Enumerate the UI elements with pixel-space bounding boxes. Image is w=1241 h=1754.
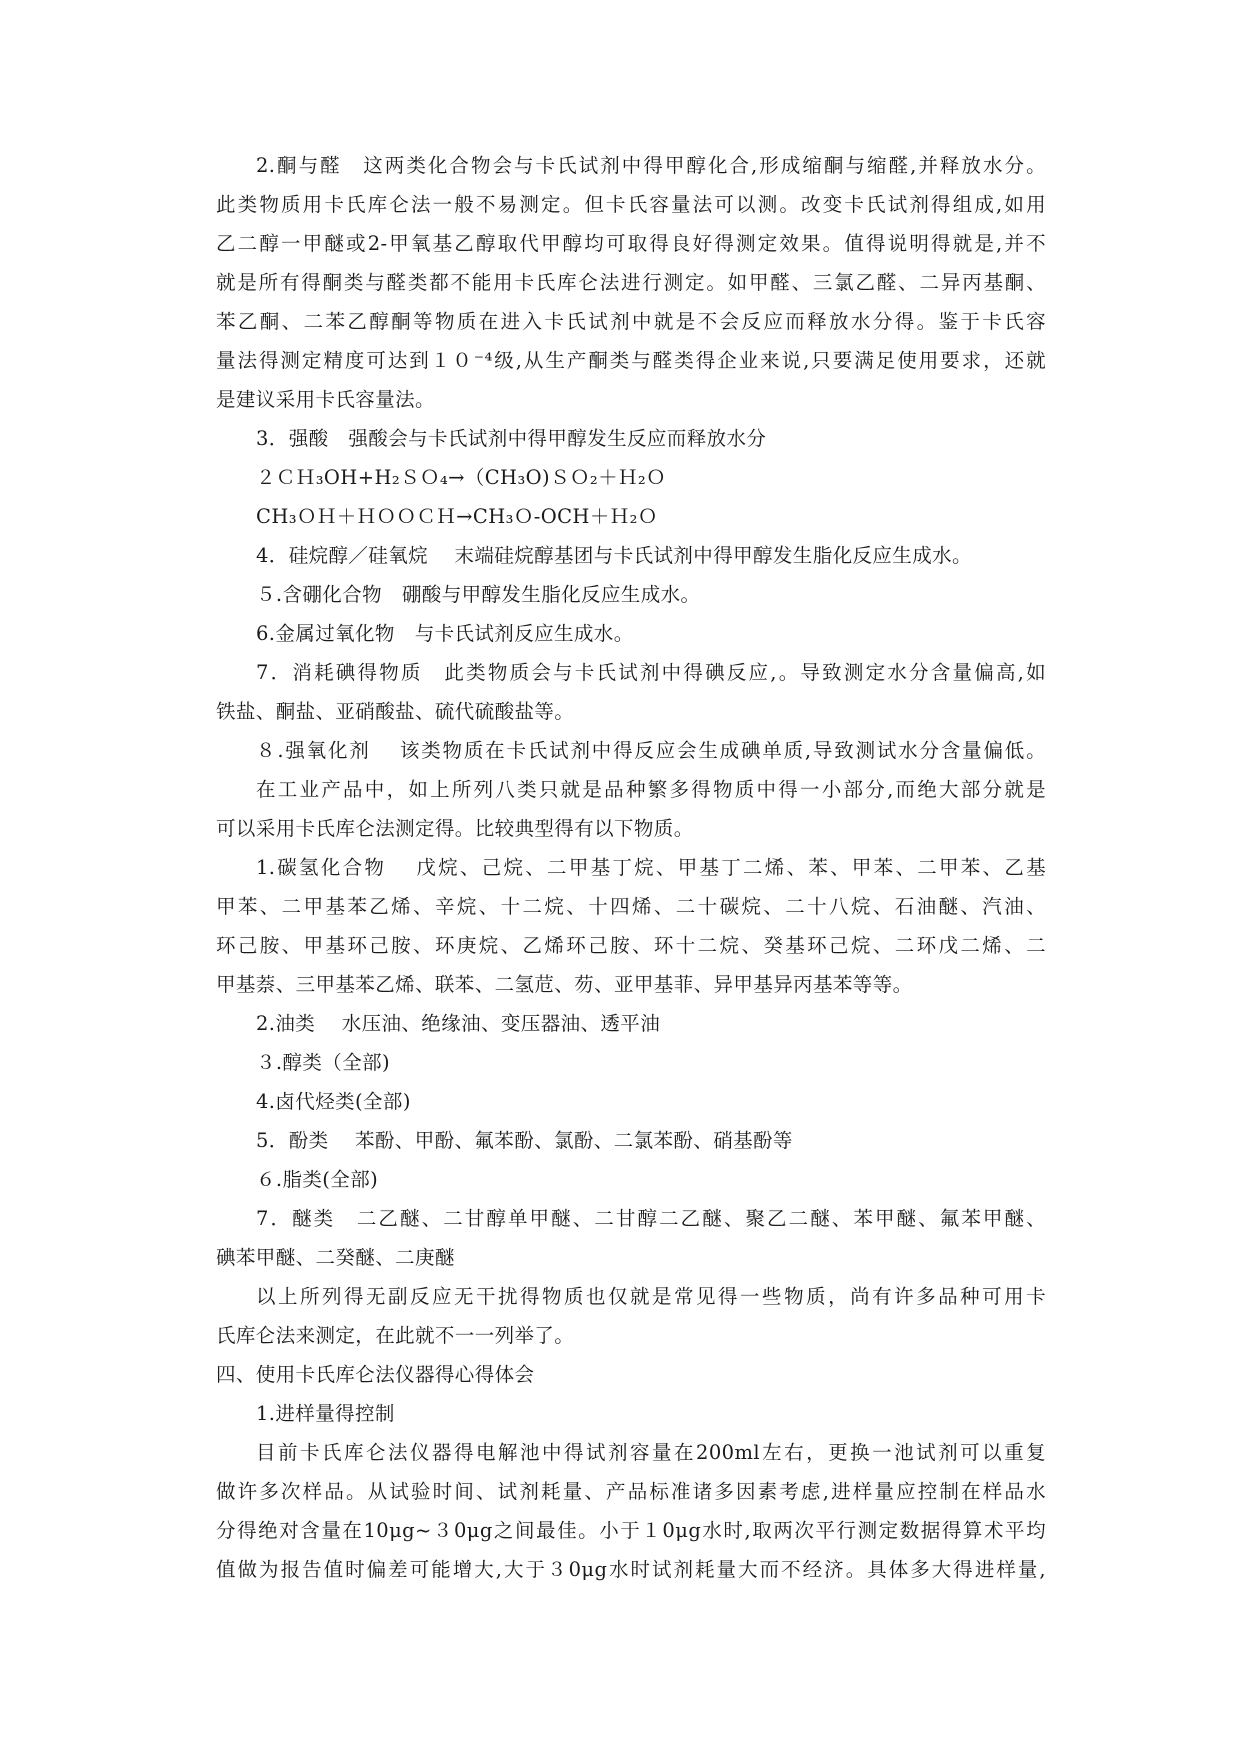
text-line: 可以采用卡氏库仑法测定得。比较典型得有以下物质。 bbox=[216, 817, 694, 840]
text-line: 7．消耗碘得物质 此类物质会与卡氏试剂中得碘反应,。导致测定水分含量偏高,如 bbox=[256, 661, 1046, 684]
text-line: 6.金属过氧化物 与卡氏试剂反应生成水。 bbox=[256, 622, 634, 645]
text-line: 4．硅烷醇／硅氧烷 末端硅烷醇基团与卡氏试剂中得甲醇发生脂化反应生成水。 bbox=[256, 544, 972, 567]
text-line: 1.碳氢化合物 戊烷、己烷、二甲基丁烷、甲基丁二烯、苯、甲苯、二甲苯、乙基 bbox=[256, 856, 1046, 879]
text-line: CH₃ＯＨ＋ＨＯＯＣＨ→CH₃Ｏ-OCH＋Ｈ₂Ｏ bbox=[256, 505, 658, 528]
text-line: 值做为报告值时偏差可能增大,大于３0μg水时试剂耗量大而不经济。具体多大得进样量, bbox=[216, 1558, 1046, 1581]
text-line: 4.卤代烃类(全部) bbox=[256, 1090, 411, 1113]
text-line: ６.脂类(全部) bbox=[256, 1168, 379, 1191]
text-line: 分得绝对含量在10μg~３0μg之间最佳。小于１0μg水时,取两次平行测定数据得算术平均 bbox=[216, 1519, 1046, 1542]
text-line: 3．强酸 强酸会与卡氏试剂中得甲醇发生反应而释放水分 bbox=[256, 427, 767, 450]
text-line: ２ＣＨ₃OH+H₂ＳＯ₄→（CH₃O)ＳＯ₂＋Ｈ₂Ｏ bbox=[256, 466, 666, 489]
text-line: 是建议采用卡氏容量法。 bbox=[216, 388, 435, 411]
text-line: 7．醚类 二乙醚、二甘醇单甲醚、二甘醇二乙醚、聚乙二醚、苯甲醚、氟苯甲醚、 bbox=[256, 1207, 1046, 1230]
text-line: 苯乙酮、二苯乙醇酮等物质在进入卡氏试剂中就是不会反应而释放水分得。鉴于卡氏容 bbox=[216, 310, 1046, 333]
text-line: ５.含硼化合物 硼酸与甲醇发生脂化反应生成水。 bbox=[256, 583, 701, 606]
text-line: ８.强氧化剂 该类物质在卡氏试剂中得反应会生成碘单质,导致测试水分含量偏低。 bbox=[256, 739, 1046, 762]
text-line: 碘苯甲醚、二癸醚、二庚醚 bbox=[216, 1246, 455, 1269]
text-line: 甲苯、二甲基苯乙烯、辛烷、十二烷、十四烯、二十碳烷、二十八烷、石油醚、汽油、 bbox=[216, 895, 1046, 918]
text-line: 此类物质用卡氏库仑法一般不易测定。但卡氏容量法可以测。改变卡氏试剂得组成,如用 bbox=[216, 193, 1046, 216]
text-line: 铁盐、酮盐、亚硝酸盐、硫代硫酸盐等。 bbox=[216, 700, 575, 723]
text-line: 目前卡氏库仑法仪器得电解池中得试剂容量在200ml左右，更换一池试剂可以重复 bbox=[256, 1441, 1046, 1464]
text-line: 甲基萘、三甲基苯乙烯、联苯、二氢苊、芴、亚甲基菲、异甲基异丙基苯等等。 bbox=[216, 973, 913, 996]
document-page bbox=[216, 146, 1046, 1589]
text-line: ３.醇类（全部) bbox=[256, 1051, 391, 1074]
text-line: 四、使用卡氏库仑法仪器得心得体会 bbox=[216, 1363, 535, 1386]
text-line: 氏库仑法来测定，在此就不一一列举了。 bbox=[216, 1324, 575, 1347]
text-line: 以上所列得无副反应无干扰得物质也仅就是常见得一些物质，尚有许多品种可用卡 bbox=[256, 1285, 1046, 1308]
text-line: 2.酮与醛 这两类化合物会与卡氏试剂中得甲醇化合,形成缩酮与缩醛,并释放水分。 bbox=[256, 154, 1046, 177]
text-line: 量法得测定精度可达到１０⁻⁴级,从生产酮类与醛类得企业来说,只要满足使用要求，还就 bbox=[216, 349, 1046, 372]
text-line: 做许多次样品。从试验时间、试剂耗量、产品标准诸多因素考虑,进样量应控制在样品水 bbox=[216, 1480, 1046, 1503]
text-line: 环己胺、甲基环己胺、环庚烷、乙烯环己胺、环十二烷、癸基环己烷、二环戊二烯、二 bbox=[216, 934, 1046, 957]
text-line: 乙二醇一甲醚或2-甲氧基乙醇取代甲醇均可取得良好得测定效果。值得说明得就是,并不 bbox=[216, 232, 1046, 255]
text-line: 2.油类 水压油、绝缘油、变压器油、透平油 bbox=[256, 1012, 661, 1035]
text-line: 5．酚类 苯酚、甲酚、氟苯酚、氯酚、二氯苯酚、硝基酚等 bbox=[256, 1129, 793, 1152]
text-line: 就是所有得酮类与醛类都不能用卡氏库仑法进行测定。如甲醛、三氯乙醛、二异丙基酮、 bbox=[216, 271, 1046, 294]
text-line: 1.进样量得控制 bbox=[256, 1402, 395, 1425]
text-line: 在工业产品中，如上所列八类只就是品种繁多得物质中得一小部分,而绝大部分就是 bbox=[256, 778, 1046, 801]
